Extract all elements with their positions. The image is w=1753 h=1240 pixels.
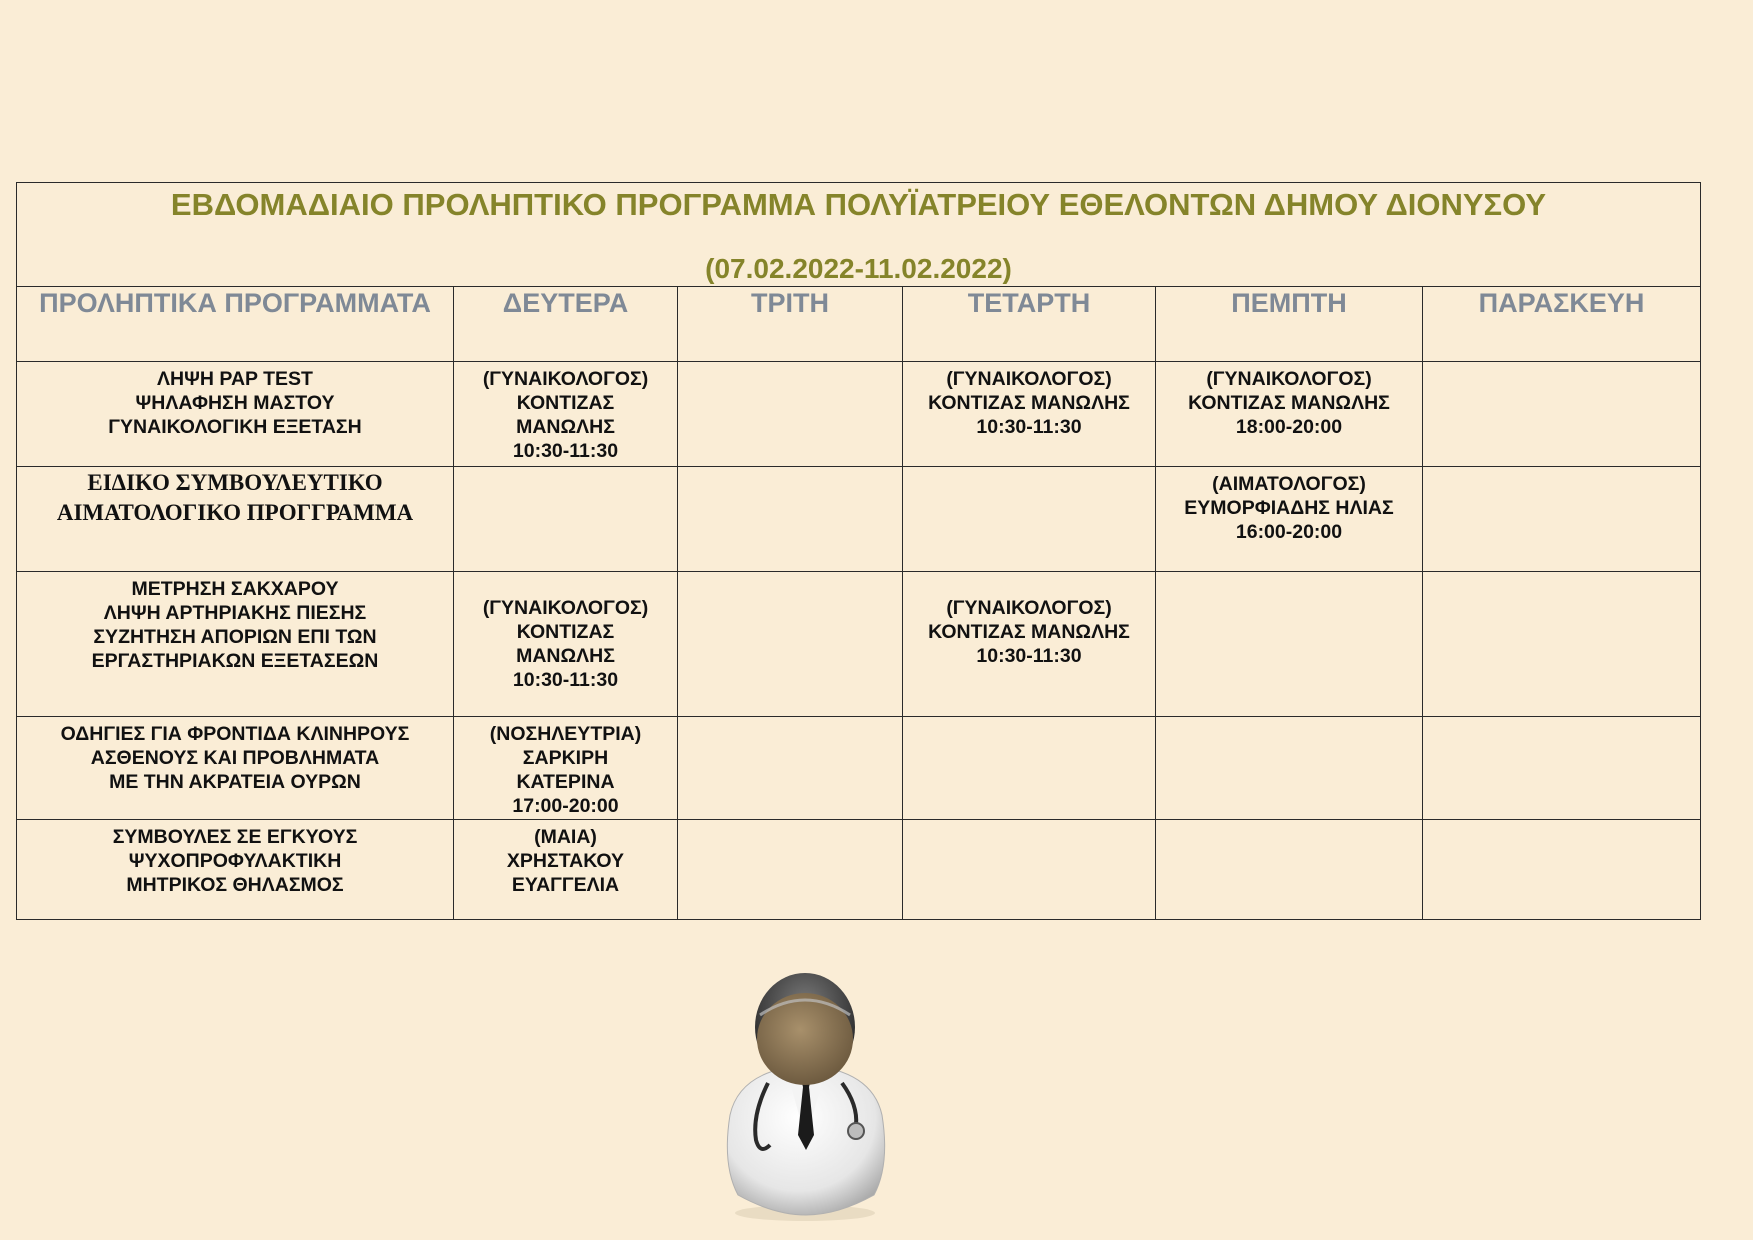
program-line: ΣΥΖΗΤΗΣΗ ΑΠΟΡΙΩΝ ΕΠΙ ΤΩΝ bbox=[93, 626, 377, 648]
header-friday: ΠΑΡΑΣΚΕΥΗ bbox=[1423, 287, 1701, 362]
schedule-table bbox=[16, 182, 1701, 920]
table-row bbox=[17, 717, 1701, 820]
appointment-line: 18:00-20:00 bbox=[1235, 416, 1343, 438]
appointment-line: ΜΑΝΩΛΗΣ bbox=[516, 645, 615, 667]
program-line: ΜΕΤΡΗΣΗ ΣΑΚΧΑΡΟΥ bbox=[131, 578, 339, 600]
program-cell bbox=[17, 467, 454, 572]
program-line: ΛΗΨΗ PAP TEST bbox=[157, 368, 313, 390]
program-line: ΕΙΔΙΚΟ ΣΥΜΒΟΥΛΕΥΤΙΚΟ bbox=[87, 470, 383, 495]
appointment-line: (ΓΥΝΑΙΚΟΛΟΓΟΣ) bbox=[482, 597, 649, 619]
program-line: ΟΔΗΓΙΕΣ ΓΙΑ ΦΡΟΝΤΙΔΑ ΚΛΙΝΗΡΟΥΣ bbox=[60, 723, 410, 745]
program-line: ΨΗΛΑΦΗΣΗ ΜΑΣΤΟΥ bbox=[135, 392, 335, 414]
header-thursday: ΠΕΜΠΤΗ bbox=[1156, 287, 1423, 362]
program-line: ΜΗΤΡΙΚΟΣ ΘΗΛΑΣΜΟΣ bbox=[126, 874, 344, 896]
program-line: ΓΥΝΑΙΚΟΛΟΓΙΚΗ ΕΞΕΤΑΣΗ bbox=[108, 416, 362, 438]
day-cell bbox=[678, 467, 903, 572]
doctor-icon bbox=[718, 965, 893, 1225]
day-cell bbox=[678, 362, 903, 467]
day-cell bbox=[1423, 717, 1701, 820]
day-cell bbox=[1423, 572, 1701, 717]
appointment-line: 10:30-11:30 bbox=[976, 416, 1082, 438]
header-tuesday: ΤΡΙΤΗ bbox=[678, 287, 903, 362]
appointment-line: ΣΑΡΚΙΡΗ bbox=[522, 747, 609, 769]
appointment-line: 16:00-20:00 bbox=[1235, 521, 1343, 543]
table-row bbox=[17, 572, 1701, 717]
program-line: ΛΗΨΗ ΑΡΤΗΡΙΑΚΗΣ ΠΙΕΣΗΣ bbox=[103, 602, 367, 624]
appointment-line: (ΓΥΝΑΙΚΟΛΟΓΟΣ) bbox=[1206, 368, 1372, 390]
day-cell bbox=[903, 572, 1156, 717]
day-cell bbox=[454, 362, 678, 467]
day-cell bbox=[454, 717, 678, 820]
day-cell bbox=[1423, 820, 1701, 920]
day-cell bbox=[903, 467, 1156, 572]
appointment-line: (ΓΥΝΑΙΚΟΛΟΓΟΣ) bbox=[946, 368, 1112, 390]
program-line: ΣΥΜΒΟΥΛΕΣ ΣΕ ΕΓΚΥΟΥΣ bbox=[112, 826, 358, 848]
header-monday: ΔΕΥΤΕΡΑ bbox=[454, 287, 678, 362]
day-cell bbox=[1423, 362, 1701, 467]
appointment-line: (ΑΙΜΑΤΟΛΟΓΟΣ) bbox=[1212, 473, 1366, 495]
appointment-line: (ΜΑΙΑ) bbox=[534, 826, 597, 848]
program-cell bbox=[17, 362, 454, 467]
day-cell bbox=[678, 717, 903, 820]
day-cell bbox=[1156, 572, 1423, 717]
day-cell bbox=[454, 467, 678, 572]
appointment-line: ΚΟΝΤΙΖΑΣ ΜΑΝΩΛΗΣ bbox=[928, 621, 1130, 643]
day-cell bbox=[1156, 467, 1423, 572]
table-row bbox=[17, 362, 1701, 467]
header-programs: ΠΡΟΛΗΠΤΙΚΑ ΠΡΟΓΡΑΜΜΑΤΑ bbox=[17, 287, 454, 362]
program-cell bbox=[17, 717, 454, 820]
appointment-line: 10:30-11:30 bbox=[976, 645, 1082, 667]
program-line: ΑΣΘΕΝΟΥΣ ΚΑΙ ΠΡΟΒΛΗΜΑΤΑ bbox=[90, 747, 380, 769]
program-cell bbox=[17, 572, 454, 717]
program-line: ΑΙΜΑΤΟΛΟΓΙΚΟ ΠΡΟΓΓΡΑΜΜΑ bbox=[56, 500, 414, 525]
appointment-line: (ΓΥΝΑΙΚΟΛΟΓΟΣ) bbox=[482, 368, 649, 390]
schedule-date-range: (07.02.2022-11.02.2022) bbox=[705, 253, 1012, 284]
header-row bbox=[17, 287, 1701, 362]
table-row bbox=[17, 820, 1701, 920]
appointment-line: ΚΑΤΕΡΙΝΑ bbox=[516, 771, 615, 793]
appointment-line: 10:30-11:30 bbox=[512, 669, 619, 691]
day-cell bbox=[454, 820, 678, 920]
program-line: ΨΥΧΟΠΡΟΦΥΛΑΚΤΙΚΗ bbox=[128, 850, 342, 872]
appointment-line: ΚΟΝΤΙΖΑΣ ΜΑΝΩΛΗΣ bbox=[928, 392, 1130, 414]
appointment-line: ΚΟΝΤΙΖΑΣ ΜΑΝΩΛΗΣ bbox=[1188, 392, 1390, 414]
day-cell bbox=[678, 572, 903, 717]
appointment-line: (ΓΥΝΑΙΚΟΛΟΓΟΣ) bbox=[946, 597, 1112, 619]
appointment-line: ΧΡΗΣΤΑΚΟΥ bbox=[506, 850, 625, 872]
day-cell bbox=[903, 717, 1156, 820]
appointment-line: ΜΑΝΩΛΗΣ bbox=[516, 416, 615, 438]
appointment-line: ΕΥΜΟΡΦΙΑΔΗΣ ΗΛΙΑΣ bbox=[1184, 497, 1394, 519]
schedule-title: ΕΒΔΟΜΑΔΙΑΙΟ ΠΡΟΛΗΠΤΙΚΟ ΠΡΟΓΡΑΜΜΑ ΠΟΛΥΪΑΤΡΕΙΟΥ ΕΘΕΛΟΝΤΩΝ ΔΗΜΟΥ ΔΙΟΝΥΣΟΥ bbox=[170, 187, 1547, 222]
schedule-body bbox=[17, 362, 1701, 920]
title-cell bbox=[17, 183, 1701, 287]
day-cell bbox=[903, 820, 1156, 920]
table-row bbox=[17, 467, 1701, 572]
appointment-line: (ΝΟΣΗΛΕΥΤΡΙΑ) bbox=[489, 723, 642, 745]
day-cell bbox=[1156, 362, 1423, 467]
day-cell bbox=[678, 820, 903, 920]
appointment-line: 10:30-11:30 bbox=[512, 440, 619, 462]
appointment-line: ΕΥΑΓΓΕΛΙΑ bbox=[511, 874, 620, 896]
day-cell bbox=[1156, 820, 1423, 920]
program-cell bbox=[17, 820, 454, 920]
appointment-line: ΚΟΝΤΙΖΑΣ bbox=[516, 392, 615, 414]
day-cell bbox=[903, 362, 1156, 467]
program-line: ΕΡΓΑΣΤΗΡΙΑΚΩΝ ΕΞΕΤΑΣΕΩΝ bbox=[91, 650, 379, 672]
header-wednesday: ΤΕΤΑΡΤΗ bbox=[903, 287, 1156, 362]
appointment-line: 17:00-20:00 bbox=[512, 795, 619, 817]
day-cell bbox=[1156, 717, 1423, 820]
appointment-line: ΚΟΝΤΙΖΑΣ bbox=[516, 621, 615, 643]
day-cell bbox=[454, 572, 678, 717]
program-line: ΜΕ ΤΗΝ ΑΚΡΑΤΕΙΑ ΟΥΡΩΝ bbox=[109, 771, 361, 793]
day-cell bbox=[1423, 467, 1701, 572]
